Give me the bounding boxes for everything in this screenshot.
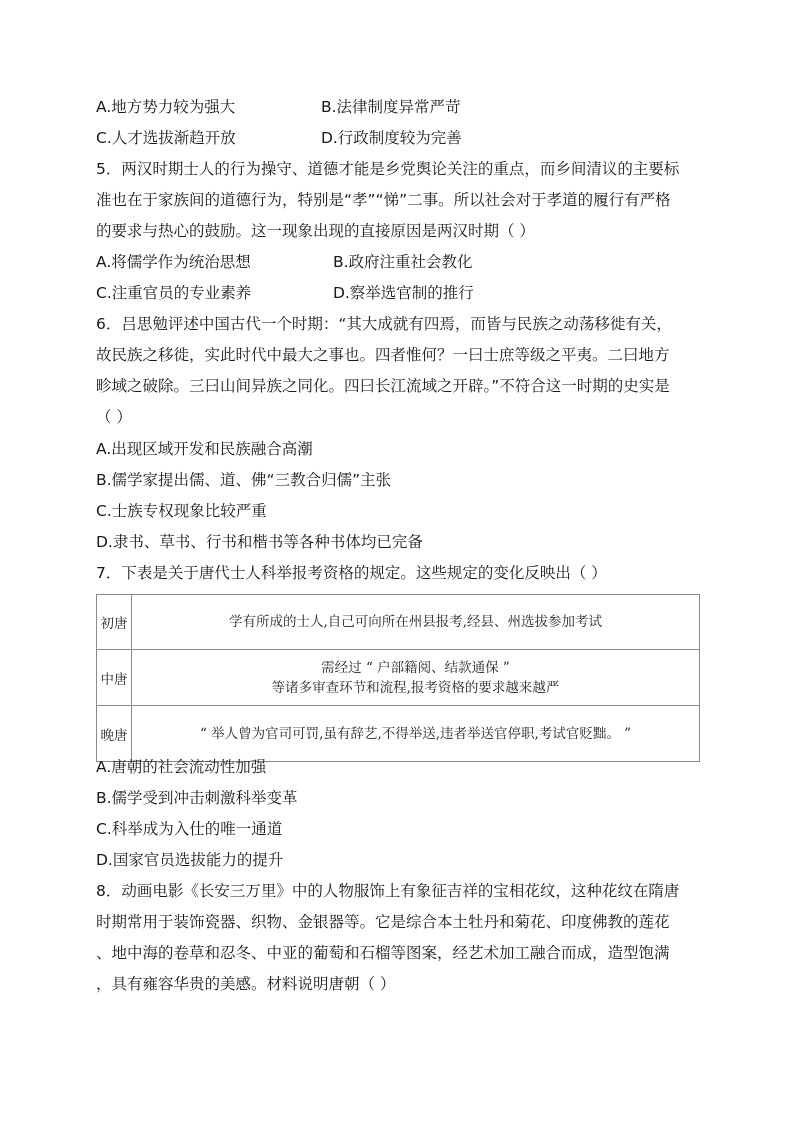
q4-option-c: C.人才选拔渐趋开放 bbox=[96, 129, 236, 147]
q4-option-d: D.行政制度较为完善 bbox=[320, 129, 462, 147]
q5-stem-line: 准也在于家族间的道德行为，特别是“孝”“悌”二事。所以社会对于孝道的履行有严格 bbox=[96, 191, 671, 209]
rule-cell bbox=[132, 595, 700, 650]
q7-option-c: C.科举成为入仕的唯一通道 bbox=[96, 820, 283, 838]
q6-stem bbox=[96, 314, 700, 438]
q6-stem-line: （ ） bbox=[96, 408, 132, 426]
q8-stem-line: 8．动画电影《长安三万里》中的人物服饰上有象征吉祥的宝相花纹，这种花纹在隋唐 bbox=[96, 882, 680, 900]
q6-option-b: B.儒学家提出儒、道、佛“三教合归儒”主张 bbox=[96, 471, 392, 489]
q5-option-row-2 bbox=[96, 283, 474, 303]
q8-stem-line: ，具有雍容华贵的美感。材料说明唐朝（ ） bbox=[96, 975, 396, 993]
rule-text: 等诸多审查环节和流程,报考资格的要求越来越严 bbox=[271, 679, 560, 696]
q7-option-a: A.唐朝的社会流动性加强 bbox=[96, 758, 267, 776]
era-cell: 初唐 bbox=[97, 595, 132, 650]
rule-cell bbox=[132, 706, 700, 762]
q8-stem-line: 、地中海的卷草和忍冬、中亚的葡萄和石榴等图案，经艺术加工融合而成，造型饱满 bbox=[96, 944, 670, 962]
q4-option-row-2 bbox=[96, 128, 462, 148]
era-cell: 中唐 bbox=[97, 650, 132, 706]
q7-option-d: D.国家官员选拔能力的提升 bbox=[96, 851, 284, 869]
q5-option-c: C.注重官员的专业素养 bbox=[96, 284, 252, 302]
q5-stem-line: 5．两汉时期士人的行为操守、道德才能是乡党舆论关注的重点，而乡间清议的主要标 bbox=[96, 160, 680, 178]
rule-text: 学有所成的士人,自己可向所在州县报考,经县、州选拔参加考试 bbox=[228, 614, 603, 630]
q6-option-a: A.出现区域开发和民族融合高潮 bbox=[96, 440, 313, 458]
q5-option-row-1 bbox=[96, 252, 473, 272]
table-row bbox=[97, 595, 700, 650]
q6-stem-line: 故民族之移徙，实此时代中最大之事也。四者惟何？一曰士庶等级之平夷。二曰地方 bbox=[96, 346, 670, 364]
q7-rules-table bbox=[96, 594, 700, 762]
q5-option-b: B.政府注重社会教化 bbox=[332, 253, 473, 271]
era-cell: 晚唐 bbox=[97, 706, 132, 762]
q4-option-row-1 bbox=[96, 97, 461, 117]
q6-stem-line: 6．吕思勉评述中国古代一个时期：“其大成就有四焉，而皆与民族之动荡移徙有关， bbox=[96, 315, 672, 333]
q6-option-c: C.士族专权现象比较严重 bbox=[96, 502, 267, 520]
q6-option-d: D.隶书、草书、行书和楷书等各种书体均已完备 bbox=[96, 533, 423, 551]
q8-stem-line: 时期常用于装饰瓷器、织物、金银器等。它是综合本土牡丹和菊花、印度佛教的莲花 bbox=[96, 913, 670, 931]
q4-option-b: B.法律制度异常严苛 bbox=[320, 98, 461, 116]
rule-text: “ 举人曾为官司可罚,虽有辞艺,不得举送,违者举送官停职,考试官贬黜。 ” bbox=[199, 725, 632, 742]
q5-stem bbox=[96, 159, 700, 252]
q7-option-b: B.儒学受到冲击刺激科举变革 bbox=[96, 789, 298, 807]
q8-stem bbox=[96, 881, 700, 1005]
q5-option-a: A.将儒学作为统治思想 bbox=[96, 253, 251, 271]
q5-stem-line: 的要求与热心的鼓励。这一现象出现的直接原因是两汉时期（ ） bbox=[96, 222, 535, 240]
table-row bbox=[97, 650, 700, 706]
q4-option-a: A.地方势力较为强大 bbox=[96, 98, 236, 116]
q6-stem-line: 畛域之破除。三曰山间异族之同化。四曰长江流域之开辟。”不符合这一时期的史实是 bbox=[96, 377, 670, 395]
q5-option-d: D.察举选官制的推行 bbox=[332, 284, 474, 302]
rule-cell bbox=[132, 650, 700, 706]
table-row bbox=[97, 706, 700, 762]
q7-stem: 7．下表是关于唐代士人科举报考资格的规定。这些规定的变化反映出（ ） bbox=[96, 564, 607, 582]
rule-text: 需经过 “ 户部籍阅、结款通保 ” bbox=[321, 659, 510, 676]
